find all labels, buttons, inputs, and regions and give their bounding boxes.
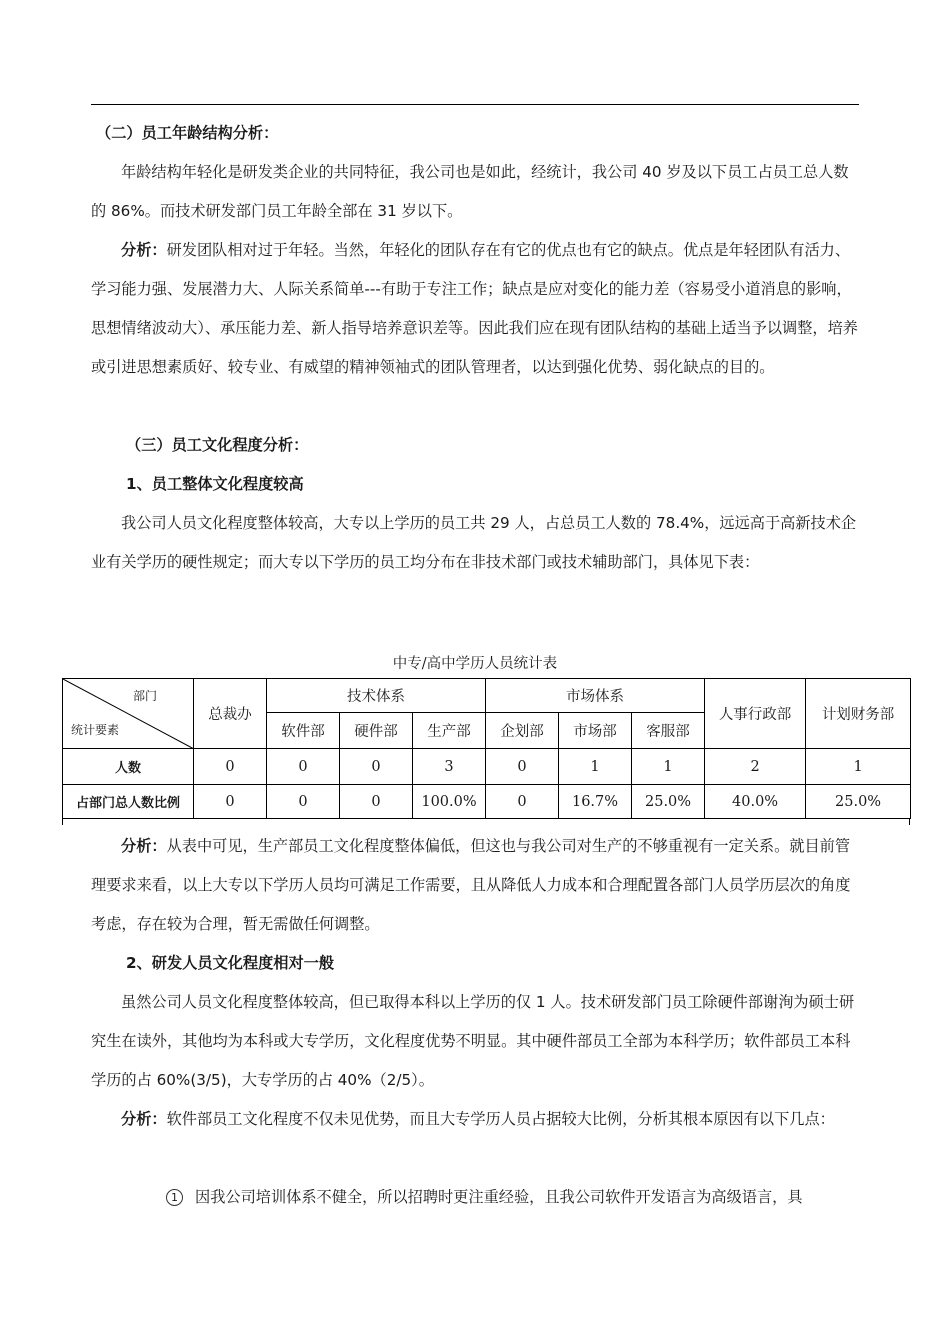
subheading-overall-education: 1、员工整体文化程度较高 bbox=[126, 475, 304, 493]
col-header-planning: 企划部 bbox=[486, 713, 559, 749]
table-cell: 0 bbox=[267, 749, 340, 785]
table-cell: 1 bbox=[632, 749, 705, 785]
col-header-marketing: 市场部 bbox=[559, 713, 632, 749]
age-paragraph: 年龄结构年轻化是研发类企业的共同特征，我公司也是如此，经统计，我公司 40 岁及以下员工占员工总人数的 86%。而技术研发部门员工年龄全部在 31 岁以下。 bbox=[91, 163, 849, 220]
rd-education-paragraph: 虽然公司人员文化程度整体较高，但已取得本科以上学历的仅 1 人。技术研发部门员工除硬件部谢洵为硕士研究生在读外，其他均为本科或大专学历，文化程度优势不明显。其中硬件部员工全部为本科学历；软件部员工本科学历的占 60%(3/5)，大专学历的占 40%（2/5）。 bbox=[91, 993, 855, 1089]
analysis-text: 软件部员工文化程度不仅未见优势，而且大专学历人员占据较大比例，分析其根本原因有以下几点： bbox=[166, 1110, 835, 1128]
row-label-ratio: 占部门总人数比例 bbox=[63, 785, 194, 819]
table-edge-mark bbox=[909, 818, 910, 825]
table-cell: 25.0% bbox=[806, 785, 911, 819]
table-cell: 16.7% bbox=[559, 785, 632, 819]
table-cell: 1 bbox=[806, 749, 911, 785]
table-cell: 0 bbox=[194, 749, 267, 785]
col-header-software: 软件部 bbox=[267, 713, 340, 749]
age-analysis bbox=[91, 231, 861, 387]
section-heading-age: （二）员工年龄结构分析： bbox=[96, 124, 279, 142]
table-cell: 25.0% bbox=[632, 785, 705, 819]
table-cell: 100.0% bbox=[413, 785, 486, 819]
group-header-market: 市场体系 bbox=[486, 679, 705, 713]
table-cell: 0 bbox=[340, 785, 413, 819]
table-cell: 1 bbox=[559, 749, 632, 785]
table-cell: 0 bbox=[486, 749, 559, 785]
row-label-count: 人数 bbox=[63, 749, 194, 785]
group-header-tech: 技术体系 bbox=[267, 679, 486, 713]
analysis-text: 研发团队相对过于年轻。当然，年轻化的团队存在有它的优点也有它的缺点。优点是年轻团队有活力、学习能力强、发展潜力大、人际关系简单---有助于专注工作；缺点是应对变化的能力差（容易受小道消息的影响，思想情绪波动大）、承压能力差、新人指导培养意识差等。因此我们应在现有团队结构的基础上适当予以调整，培养或引进思想素质好、较专业、有威望的精神领袖式的团队管理者，以达到强化优势、弱化缺点的目的。 bbox=[91, 241, 858, 376]
software-analysis bbox=[91, 1100, 861, 1139]
list-item bbox=[166, 1178, 866, 1217]
table-corner-cell bbox=[63, 679, 194, 749]
col-header-hr: 人事行政部 bbox=[705, 679, 806, 749]
table-edge-mark bbox=[62, 818, 63, 825]
analysis-label: 分析： bbox=[121, 837, 167, 855]
table-row bbox=[63, 785, 911, 819]
analysis-label: 分析： bbox=[121, 1110, 167, 1128]
table-analysis bbox=[91, 827, 861, 944]
analysis-label: 分析： bbox=[121, 241, 167, 259]
education-stats-table bbox=[62, 678, 911, 819]
table-cell: 3 bbox=[413, 749, 486, 785]
education-paragraph: 我公司人员文化程度整体较高，大专以上学历的员工共 29 人，占总员工人数的 78.4%，远远高于高新技术企业有关学历的硬性规定；而大专以下学历的员工均分布在非技术部门或技术辅助部门，具体见下表： bbox=[91, 514, 857, 571]
corner-diagonal bbox=[63, 679, 194, 749]
col-header-service: 客服部 bbox=[632, 713, 705, 749]
circled-number-icon: 1 bbox=[166, 1189, 183, 1206]
table-cell: 40.0% bbox=[705, 785, 806, 819]
corner-label-dept: 部门 bbox=[133, 689, 158, 703]
table-cell: 0 bbox=[486, 785, 559, 819]
analysis-text: 从表中可见，生产部员工文化程度整体偏低，但这也与我公司对生产的不够重视有一定关系。就目前管理要求来看，以上大专以下学历人员均可满足工作需要，且从降低人力成本和合理配置各部门人员学历层次的角度考虑，存在较为合理，暂无需做任何调整。 bbox=[91, 837, 851, 933]
table-row bbox=[63, 749, 911, 785]
subheading-rd-education: 2、研发人员文化程度相对一般 bbox=[126, 954, 335, 972]
corner-label-stat: 统计要素 bbox=[71, 723, 120, 737]
header-rule bbox=[91, 104, 859, 105]
col-header-production: 生产部 bbox=[413, 713, 486, 749]
col-header-zongcai: 总裁办 bbox=[194, 679, 267, 749]
section-heading-education: （三）员工文化程度分析： bbox=[126, 436, 309, 454]
col-header-finance: 计划财务部 bbox=[806, 679, 911, 749]
table-caption: 中专/高中学历人员统计表 bbox=[392, 656, 558, 672]
list-item-text: 因我公司培训体系不健全，所以招聘时更注重经验，且我公司软件开发语言为高级语言，具 bbox=[195, 1188, 803, 1206]
table-cell: 2 bbox=[705, 749, 806, 785]
table-cell: 0 bbox=[340, 749, 413, 785]
table-cell: 0 bbox=[194, 785, 267, 819]
table-cell: 0 bbox=[267, 785, 340, 819]
col-header-hardware: 硬件部 bbox=[340, 713, 413, 749]
